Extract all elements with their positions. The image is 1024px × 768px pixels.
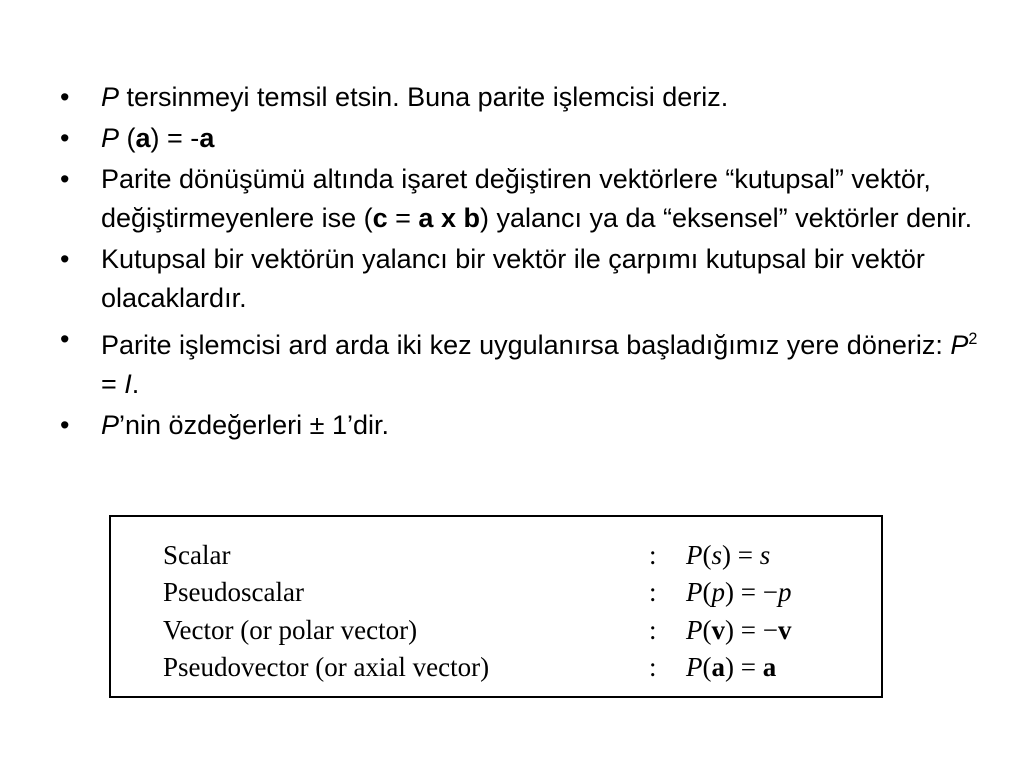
bullet-text [101, 244, 925, 313]
text-run: . [131, 369, 140, 399]
bullet-list [60, 78, 990, 447]
table-row-formula [686, 574, 791, 610]
text-run: P [101, 82, 120, 112]
text-run: Parite işlemcisi ard arda iki kez uygulanırsa başladığımız yere döneriz: [101, 330, 951, 360]
table-row-name: Pseudovector (or axial vector) [163, 652, 490, 682]
table-row-name: Vector (or polar vector) [163, 615, 418, 645]
text-run: ( [702, 577, 712, 607]
bullet-marker: • [60, 244, 70, 274]
text-run: ) yalancı ya da “eksensel” vektörler denir. [479, 203, 973, 233]
text-run: P [950, 330, 969, 360]
text-run: ( [119, 123, 136, 153]
text-run: p [711, 577, 725, 607]
text-run: I [124, 369, 132, 399]
text-run: P [686, 577, 703, 607]
text-run: a [711, 652, 725, 682]
table-row-colon: : [649, 577, 657, 607]
bullet-item [60, 119, 990, 158]
table-row-formula [686, 612, 791, 648]
text-run: P [101, 123, 120, 153]
text-run: P [686, 615, 703, 645]
table-row [111, 537, 881, 573]
table-row-colon: : [649, 540, 657, 570]
text-run: ( [702, 615, 712, 645]
text-run: c [372, 203, 388, 233]
bullet-marker: • [60, 324, 70, 354]
bullet-item [60, 240, 990, 318]
bullet-text [101, 164, 972, 233]
text-run: ’nin özdeğerleri ± 1’dir. [119, 410, 389, 440]
text-run: Parite dönüşümü altında işaret değiştiren vektörlere “kutupsal” vektör, değiştirmeyenlere ise ( [101, 164, 931, 233]
text-run: tersinmeyi temsil etsin. Buna parite işlemcisi deriz. [119, 82, 729, 112]
text-run: ( [702, 540, 712, 570]
bullet-text [101, 82, 728, 112]
text-run: s [759, 540, 771, 570]
text-run: v [711, 615, 725, 645]
table-row-colon: : [649, 615, 657, 645]
text-run: a [762, 652, 777, 682]
bullet-item [60, 78, 990, 117]
bullet-marker: • [60, 164, 70, 194]
text-run: ) = [725, 652, 763, 682]
text-run: ) = - [150, 123, 200, 153]
text-run: ) = − [725, 615, 778, 645]
bullet-marker: • [60, 82, 70, 112]
table-row-formula [686, 649, 776, 685]
table-row [111, 612, 881, 648]
bullet-marker: • [60, 123, 70, 153]
text-run: ) = − [725, 577, 778, 607]
text-run: = [387, 203, 419, 233]
parity-table [109, 515, 883, 698]
bullet-item [60, 160, 990, 238]
table-row-name: Pseudoscalar [163, 577, 304, 607]
text-run: ) = [722, 540, 760, 570]
bullet-item [60, 320, 990, 404]
text-run: Kutupsal bir vektörün yalancı bir vektör ile çarpımı kutupsal bir vektör olacaklardır. [101, 244, 925, 313]
text-run: ( [702, 652, 712, 682]
text-run: v [777, 615, 792, 645]
text-run: p [777, 577, 792, 607]
bullet-text [101, 410, 389, 440]
text-run: 2 [968, 330, 978, 348]
table-row-formula [686, 537, 770, 573]
text-run: = [101, 369, 125, 399]
bullet-text [101, 123, 214, 153]
text-run: a x b [418, 203, 480, 233]
table-row [111, 649, 881, 685]
text-run: a [199, 123, 215, 153]
table-row-name: Scalar [163, 540, 231, 570]
table-row [111, 574, 881, 610]
text-run: a [135, 123, 151, 153]
bullet-marker: • [60, 410, 70, 440]
text-run: P [686, 540, 703, 570]
table-row-colon: : [649, 652, 657, 682]
text-run: P [101, 410, 120, 440]
text-run: s [711, 540, 723, 570]
text-run: P [686, 652, 703, 682]
bullet-item [60, 406, 990, 445]
bullet-text [101, 330, 977, 399]
